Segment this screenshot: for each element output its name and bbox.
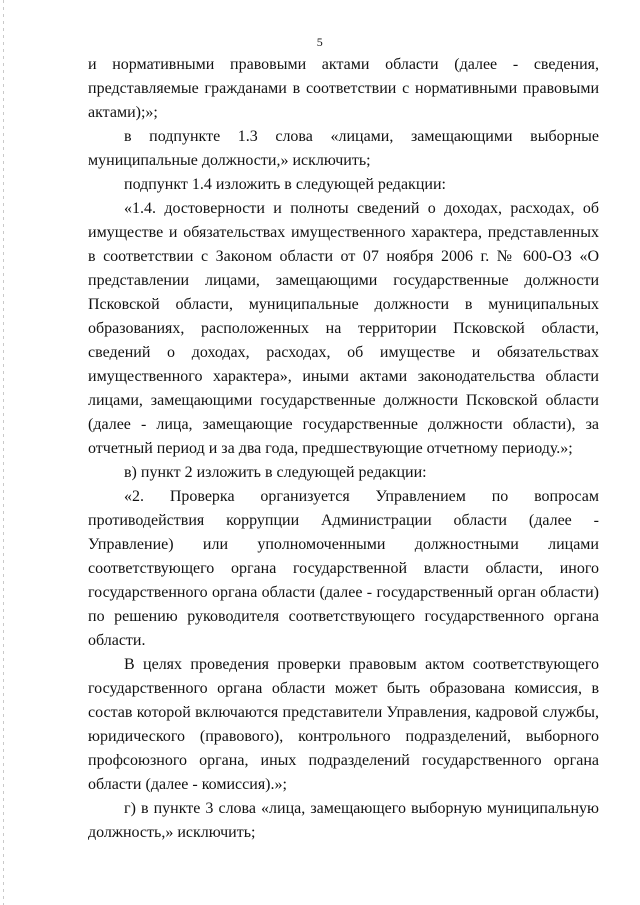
paragraph-subitem-1-4-text: «1.4. достоверности и полноты сведений о доходах, расходах, об имуществе и обязательствах имущественного характера, представленных в соответствии с Законом области от 07 ноября 2006 г. № 600-ОЗ «О представлении лицами, замещающими государственные должности Псковской области, муниципальные должности в муниципальных образованиях, расположенных на территории Псковской области, сведений о доходах, расходах, об имуществе и обязательствах имущественного характера», иными актами законодательства области лицами, замещающими государственные должности Псковской области (далее - лица, замещающие государственные должности области), за отчетный период и за два года, предшествующие отчетному периоду.»;: [88, 200, 599, 457]
paragraph-commission: В целях проведения проверки правовым актом соответствующего государственного органа области может быть образована комиссия, в состав которой включаются представители Управления, кадровой службы, юридического (правового), контрольного подразделений, выборного профсоюзного органа, иных подразделений государственного органа области (далее - комиссия).»;: [88, 656, 599, 793]
paragraph-subitem-1-3: в подпункте 1.3 слова «лицами, замещающими выборные муниципальные должности,» исключить;: [88, 128, 599, 169]
paragraph-item-3: г) в пункте 3 слова «лица, замещающего выборную муниципальную должность,» исключить;: [88, 800, 599, 841]
paragraph-subitem-1-4-intro: подпункт 1.4 изложить в следующей редакции:: [124, 176, 446, 193]
paragraph-item-2-intro: в) пункт 2 изложить в следующей редакции:: [124, 464, 427, 481]
scan-edge-line: [3, 0, 4, 905]
paragraph-item-2-text: «2. Проверка организуется Управлением по вопросам противодействия коррупции Администрации области (далее - Управление) или уполномоченными должностными лицами соответствующего органа государственной власти области, иного государственного органа области (далее - государственный орган области) по решению руководителя соответствующего государственного органа области.: [88, 488, 599, 649]
document-body: [88, 53, 599, 845]
paragraph-continuation: и нормативными правовыми актами области (далее - сведения, представляемые гражданами в соответствии с нормативными правовыми актами);»;: [88, 56, 599, 121]
page-number: 5: [316, 35, 324, 49]
